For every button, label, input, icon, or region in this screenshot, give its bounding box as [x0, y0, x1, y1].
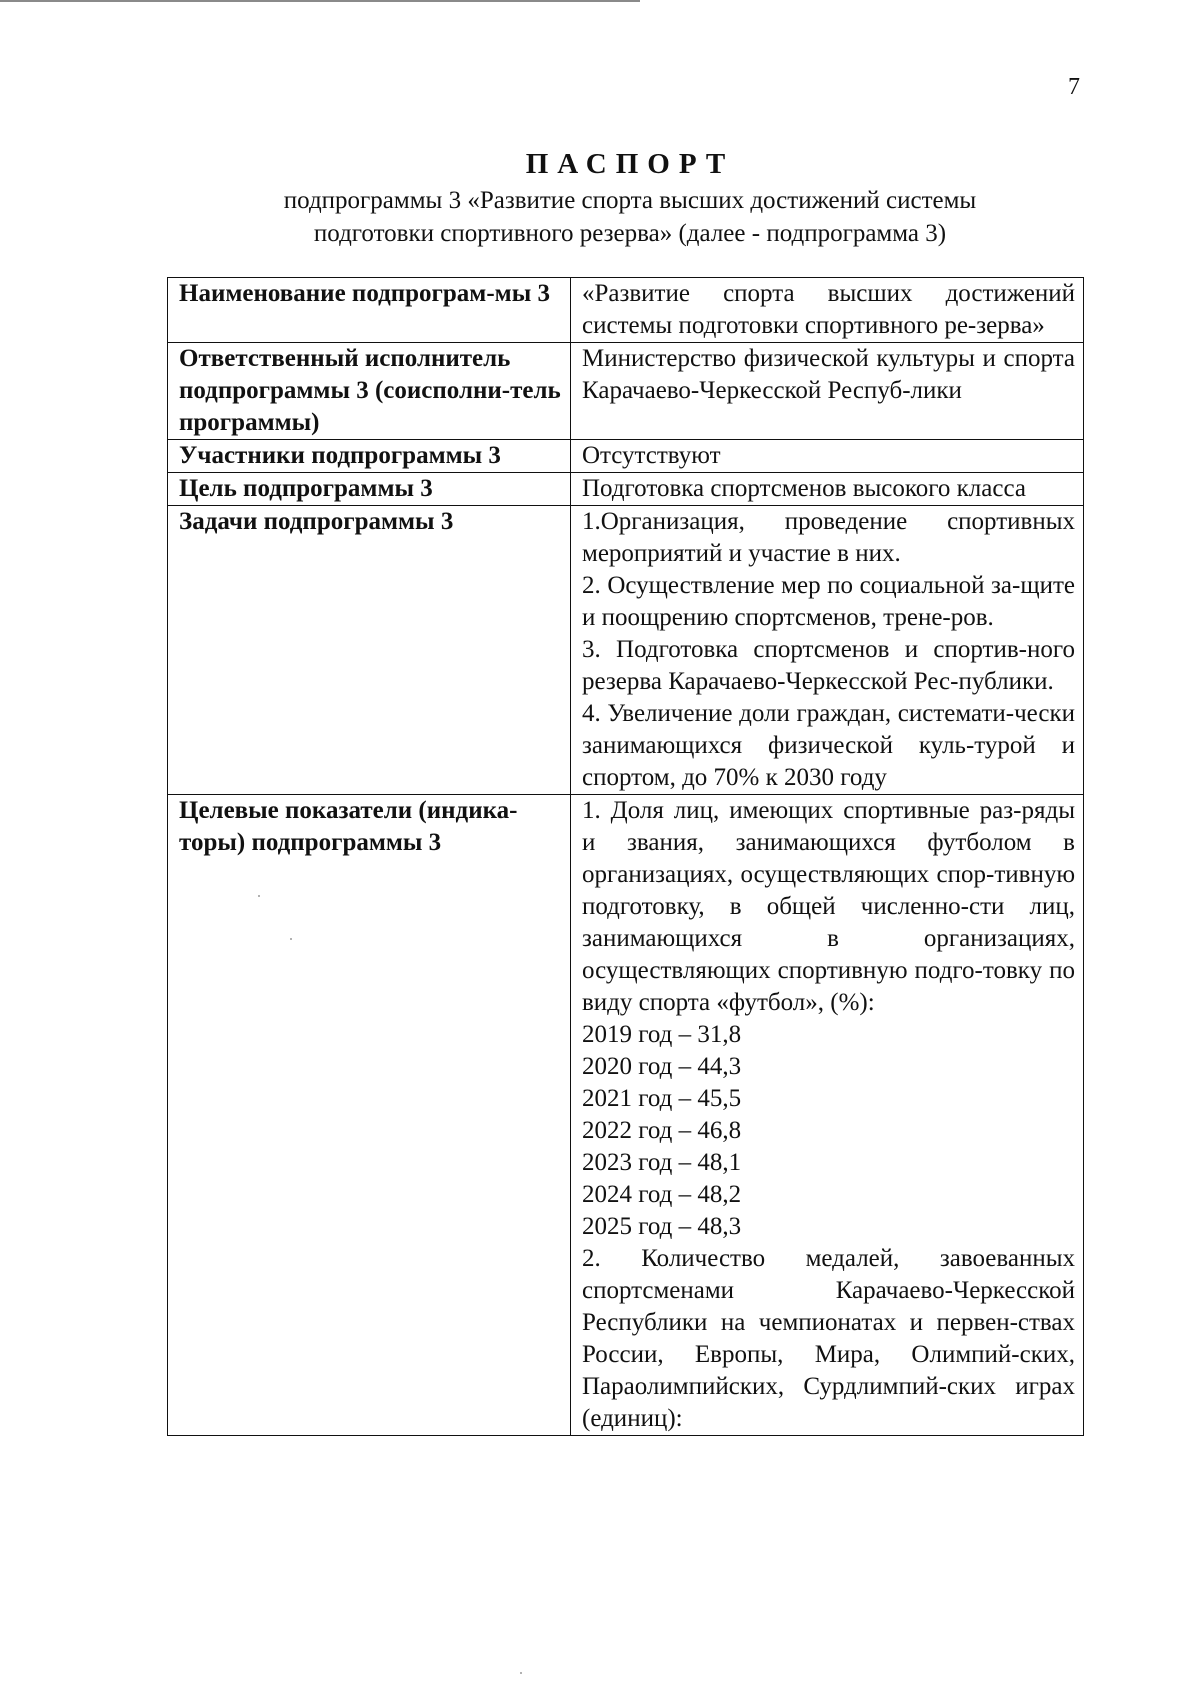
row-label: Участники подпрограммы 3: [168, 440, 571, 473]
value-line: «Развитие спорта высших достижений системы подготовки спортивного ре-зерва»: [582, 280, 1075, 339]
table-row: [168, 473, 1084, 506]
value-line: Подготовка спортсменов высокого класса: [582, 475, 1026, 502]
row-label: Цель подпрограммы 3: [168, 473, 571, 506]
indicator-year-value: 2021 год – 45,5: [582, 1085, 742, 1112]
row-value: [571, 440, 1084, 473]
indicator-year-value: 2020 год – 44,3: [582, 1053, 742, 1080]
task-item: 3. Подготовка спортсменов и спортив-ного резерва Карачаево-Черкесской Рес-публики.: [582, 636, 1075, 695]
table-row: [168, 278, 1084, 343]
task-item: 2. Осуществление мер по социальной за-щите и поощрению спортсменов, трене-ров.: [582, 572, 1075, 631]
row-value: [571, 506, 1084, 795]
scan-speck: [520, 1672, 522, 1674]
indicator-text: 1. Доля лиц, имеющих спортивные раз-ряды и звания, занимающихся футболом в организациях, осуществляющих спор-тивную подготовку, в общей численно-сти лиц, занимающихся в организациях, осуществляющих спортивную подго-товку по виду спорта «футбол», (%):: [582, 797, 1075, 1016]
indicator-text: 2. Количество медалей, завоеванных спортсменами Карачаево-Черкесской Республики на чемпионатах и первен-ствах России, Европы, Мира, Олимпий-ских, Параолимпийских, Сурдлимпий-ских играх (единиц):: [582, 1245, 1075, 1432]
indicator-year-value: 2022 год – 46,8: [582, 1117, 742, 1144]
row-value: [571, 795, 1084, 1436]
document-title: ПАСПОРТ: [525, 148, 735, 180]
passport-table: [167, 277, 1084, 1436]
value-line: Отсутствуют: [582, 442, 721, 469]
indicator-year-value: 2024 год – 48,2: [582, 1181, 742, 1208]
row-label: Задачи подпрограммы 3: [168, 506, 571, 795]
subtitle-line: подпрограммы 3 «Развитие спорта высших достижений системы: [283, 187, 977, 214]
row-label: Наименование подпрограм-мы 3: [168, 278, 571, 343]
row-value: [571, 343, 1084, 440]
table-row: [168, 795, 1084, 1436]
document-subtitle: [150, 184, 1110, 250]
indicator-year-value: 2025 год – 48,3: [582, 1213, 742, 1240]
page-number: 7: [1068, 74, 1080, 100]
value-line: Министерство физической культуры и спорта Карачаево-Черкесской Респуб-лики: [582, 345, 1075, 404]
indicator-year-value: 2019 год – 31,8: [582, 1021, 742, 1048]
subtitle-line: подготовки спортивного резерва» (далее - подпрограмма 3): [313, 220, 947, 247]
table-row: [168, 440, 1084, 473]
task-item: 4. Увеличение доли граждан, системати-чески занимающихся физической куль-турой и спортом, до 70% к 2030 году: [582, 700, 1075, 791]
scan-speck: [258, 895, 260, 897]
table-row: [168, 506, 1084, 795]
scan-speck: [290, 938, 292, 940]
indicator-year-value: 2023 год – 48,1: [582, 1149, 742, 1176]
row-value: [571, 278, 1084, 343]
scan-edge-line: [0, 0, 640, 2]
table-row: [168, 343, 1084, 440]
row-label: Ответственный исполнитель подпрограммы 3 (соисполни-тель программы): [168, 343, 571, 440]
row-label: Целевые показатели (индика-торы) подпрограммы 3: [168, 795, 571, 1436]
row-value: [571, 473, 1084, 506]
task-item: 1.Организация, проведение спортивных мероприятий и участие в них.: [582, 508, 1075, 567]
